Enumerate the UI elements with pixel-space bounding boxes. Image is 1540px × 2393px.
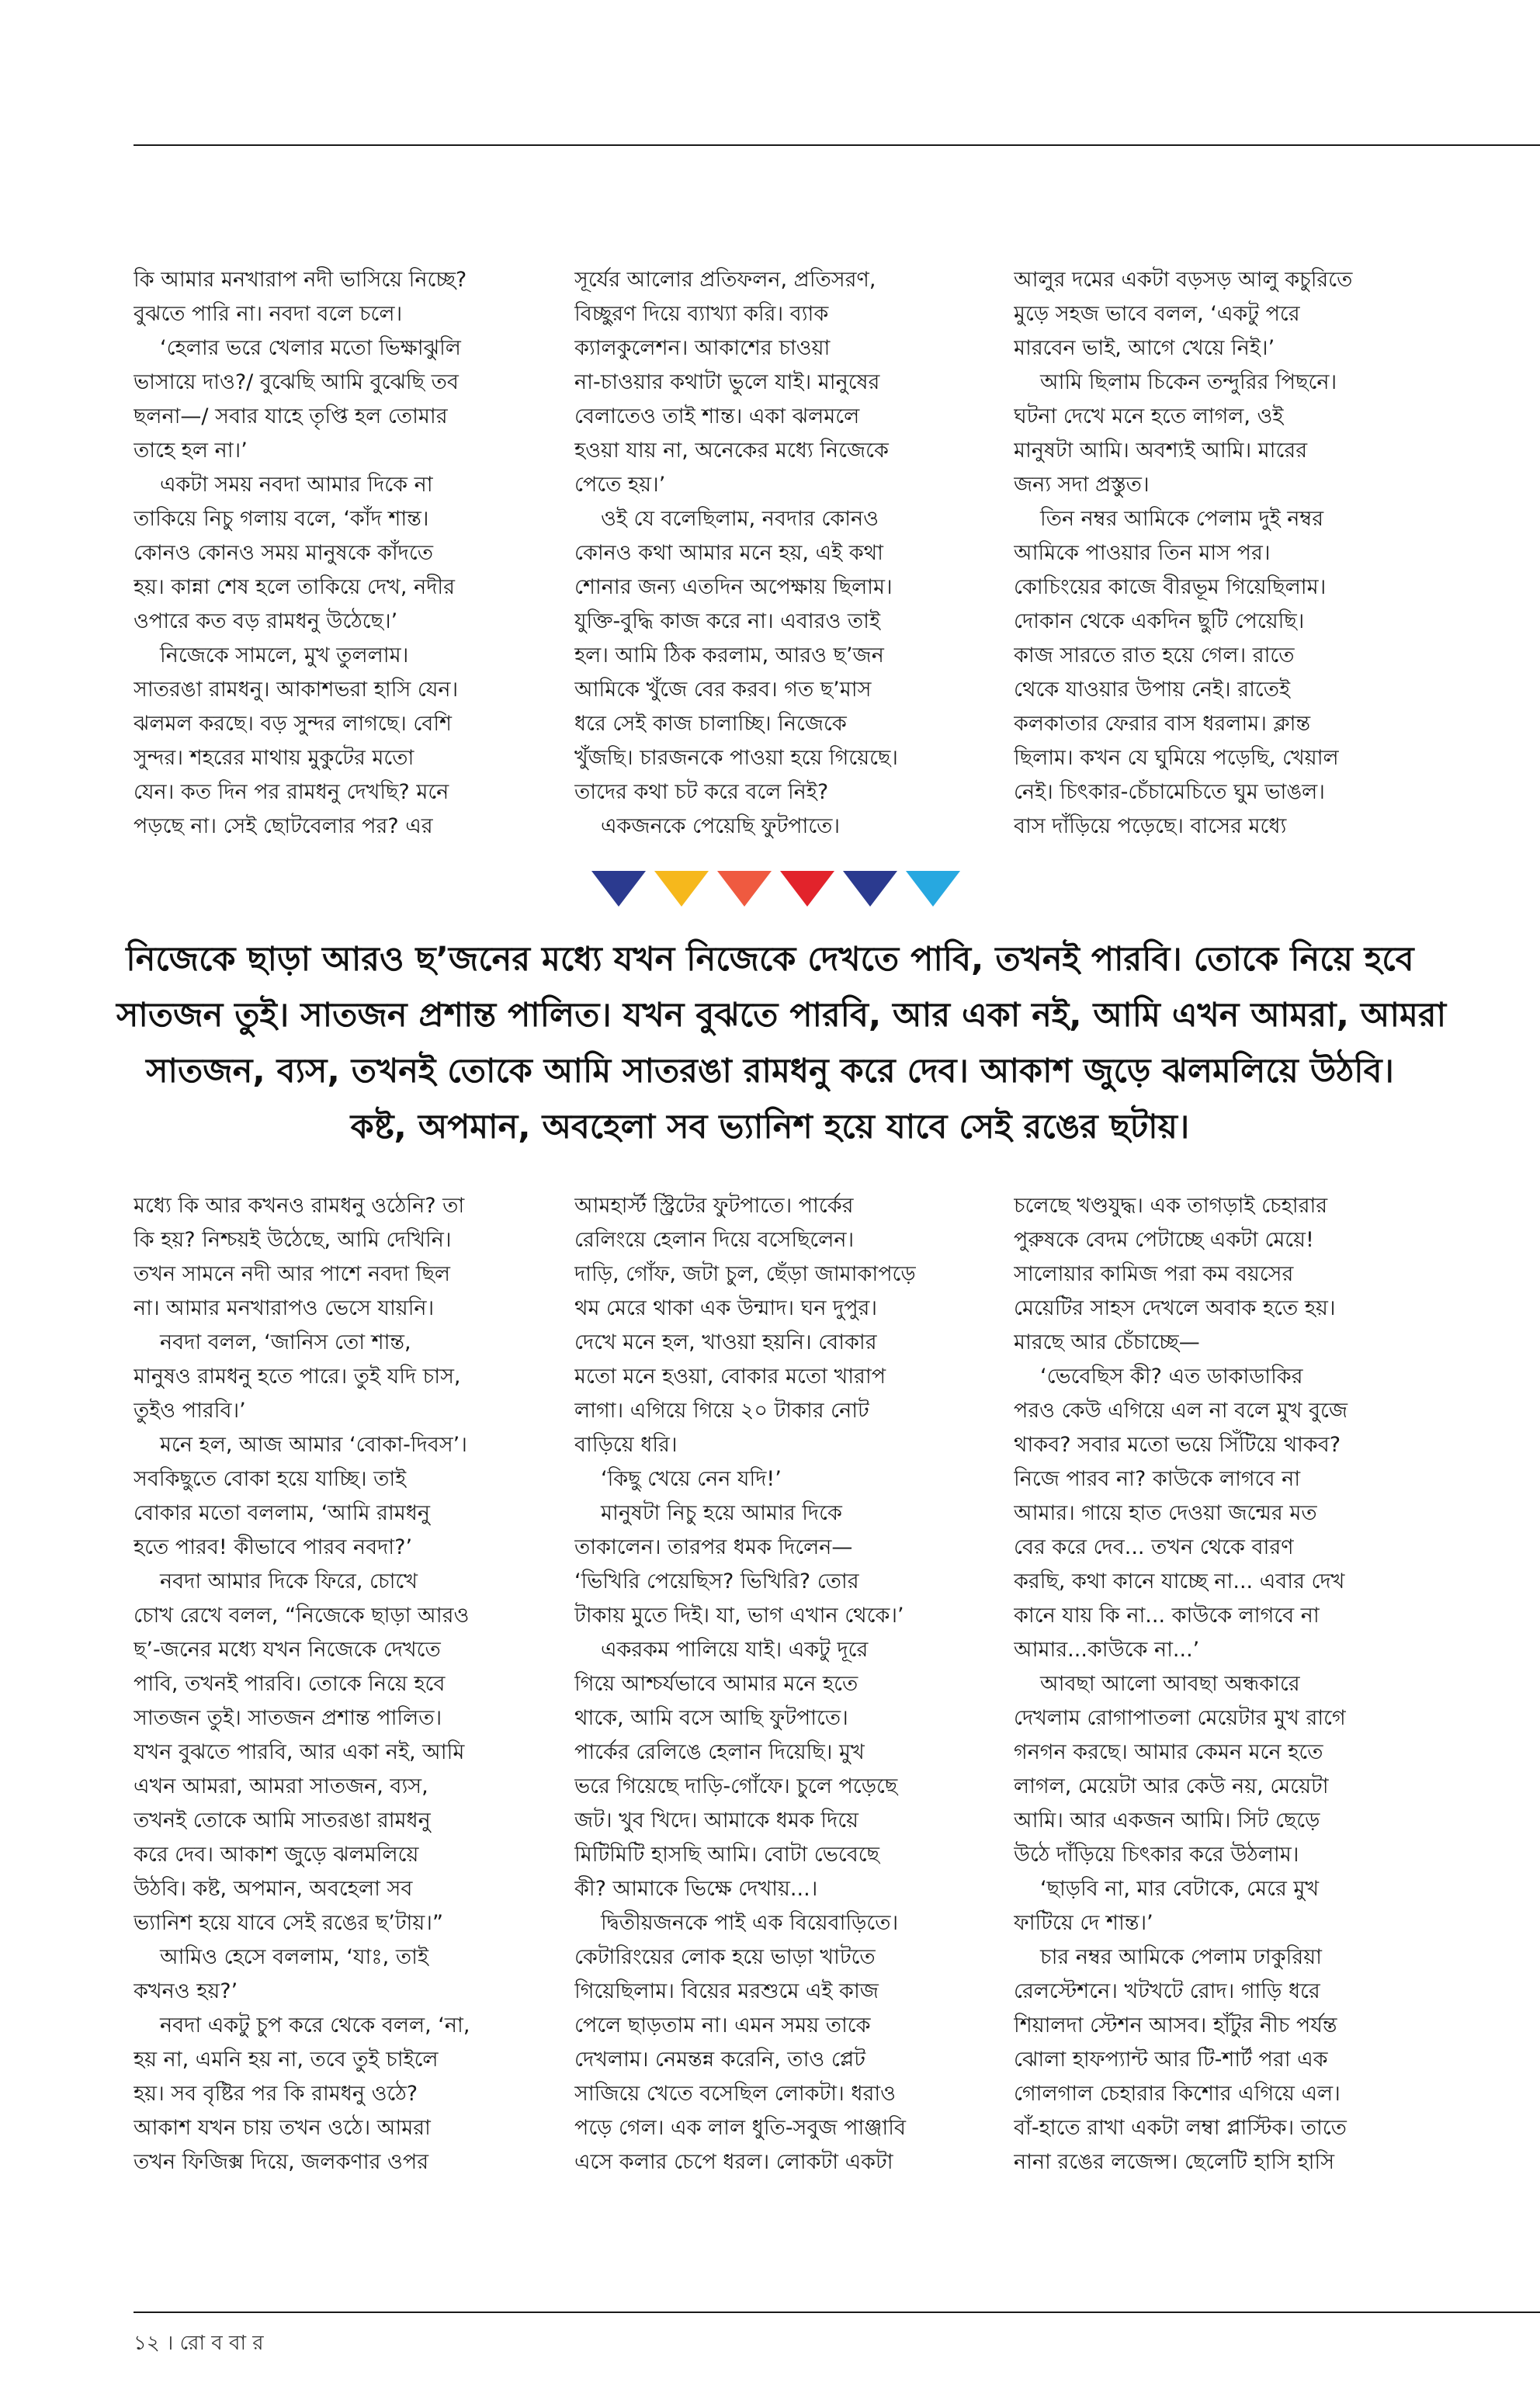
text-line: কখনও হয়?’	[134, 1979, 238, 2003]
triangle-4	[780, 871, 834, 907]
text-line: বেলাতেও তাই শান্ত। একা ঝলমলে	[574, 404, 860, 428]
text-line: ছলনা—/ সবার যাহে তৃপ্তি হল তোমার	[134, 404, 448, 428]
text-line: এখন আমরা, আমরা সাতজন, ব্যস,	[134, 1774, 428, 1798]
text-line: বাস দাঁড়িয়ে পড়েছে। বাসের মধ্যে	[1014, 814, 1287, 838]
text-line: লাগা। এগিয়ে গিয়ে ২০ টাকার নোট	[574, 1399, 869, 1423]
text-line: দেখে মনে হল, খাওয়া হয়নি। বোকার	[574, 1330, 877, 1354]
top-column-2	[574, 263, 1009, 844]
text-line: বাড়িয়ে ধরি।	[574, 1433, 678, 1457]
text-line: ভরে গিয়েছে দাড়ি-গোঁফে। চুলে পড়েছে	[574, 1774, 898, 1798]
pull-quote-line: নিজেকে ছাড়া আরও ছ’জনের মধ্যে যখন নিজেকে দেখতে পাবি, তখনই পারবি। তোকে নিয়ে হবে	[126, 940, 1414, 979]
pull-quote-line: কষ্ট, অপমান, অবহেলা সব ভ্যানিশ হয়ে যাবে সেই রঙের ছটায়।	[350, 1108, 1190, 1146]
text-line: গোলগাল চেহারার কিশোর এগিয়ে এল।	[1014, 2082, 1341, 2106]
top-rule	[134, 144, 1540, 146]
text-line: হয়। সব বৃষ্টির পর কি রামধনু ওঠে?	[134, 2082, 418, 2106]
text-line: তাদের কথা চট করে বলে নিই?	[574, 780, 829, 804]
text-line: চলেছে খণ্ডযুদ্ধ। এক তাগড়াই চেহারার	[1014, 1194, 1328, 1218]
text-line: থেকে যাওয়ার উপায় নেই। রাতেই	[1014, 678, 1291, 702]
text-line: লাগল, মেয়েটা আর কেউ নয়, মেয়েটা	[1014, 1774, 1329, 1798]
text-line: যেন। কত দিন পর রামধনু দেখছি? মনে	[134, 780, 449, 804]
triangle-6	[906, 871, 960, 907]
text-line: চার নম্বর আমিকে পেলাম ঢাকুরিয়া	[1040, 1945, 1322, 1969]
text-line: তাহে হল না।’	[134, 439, 248, 463]
text-line: একজনকে পেয়েছি ফুটপাতে।	[601, 814, 841, 838]
text-line: গিয়ে আশ্চর্যভাবে আমার মনে হতে	[574, 1672, 858, 1696]
text-line: ঘটনা দেখে মনে হতে লাগল, ওই	[1014, 404, 1284, 428]
page-number: ১২	[134, 2332, 160, 2355]
text-line: কলকাতার ফেরার বাস ধরলাম। ক্লান্ত	[1014, 712, 1311, 736]
text-line: সবকিছুতে বোকা হয়ে যাচ্ছি। তাই	[134, 1467, 407, 1491]
text-line: শোনার জন্য এতদিন অপেক্ষায় ছিলাম।	[574, 575, 893, 599]
triangle-5	[843, 871, 897, 907]
text-line: বোকার মতো বললাম, ‘আমি রামধনু	[134, 1501, 431, 1525]
text-line: রেলিংয়ে হেলান দিয়ে বসেছিলেন।	[574, 1228, 855, 1252]
text-line: উঠে দাঁড়িয়ে চিৎকার করে উঠলাম।	[1014, 1843, 1299, 1867]
text-line: সাতজন তুই। সাতজন প্রশান্ত পালিত।	[134, 1706, 442, 1730]
text-line: আমি। আর একজন আমি। সিট ছেড়ে	[1014, 1809, 1320, 1833]
text-line: ‘হেলার ভরে খেলার মতো ভিক্ষাঝুলি	[160, 336, 461, 360]
text-line: বুঝতে পারি না। নবদা বলে চলে।	[134, 302, 403, 326]
text-line: মানুষটা আমি। অবশ্যই আমি। মারের	[1014, 439, 1308, 463]
text-line: ‘কিছু খেয়ে নেন যদি!’	[601, 1467, 782, 1491]
text-line: কী? আমাকে ভিক্ষে দেখায়...।	[574, 1877, 818, 1901]
text-line: বাঁ-হাতে রাখা একটা লম্বা প্লাস্টিক। তাতে	[1014, 2116, 1347, 2140]
text-line: সাতরঙা রামধনু। আকাশভরা হাসি যেন।	[134, 678, 459, 702]
text-line: পার্কের রেলিঙে হেলান দিয়েছি। মুখ	[574, 1740, 865, 1764]
text-line: পেতে হয়।’	[574, 473, 666, 497]
text-line: নিজেকে সামলে, মুখ তুললাম।	[160, 643, 409, 668]
bottom-column-1	[134, 1189, 568, 2180]
text-line: গনগন করছে। আমার কেমন মনে হতে	[1014, 1740, 1323, 1764]
text-line: সুন্দর। শহরের মাথায় মুকুটের মতো	[134, 746, 414, 770]
bottom-column-3	[1014, 1189, 1448, 2180]
triangle-1	[591, 871, 646, 907]
text-line: আমিকে খুঁজে বের করব। গত ছ’মাস	[574, 678, 872, 702]
text-line: মারবেন ভাই, আগে খেয়ে নিই।’	[1014, 336, 1275, 360]
text-line: ছিলাম। কখন যে ঘুমিয়ে পড়েছি, খেয়াল	[1014, 746, 1339, 770]
footer-separator: ।	[166, 2332, 174, 2355]
text-line: থাকে, আমি বসে আছি ফুটপাতে।	[574, 1706, 848, 1730]
text-line: হওয়া যায় না, অনেকের মধ্যে নিজেকে	[574, 439, 889, 463]
text-line: দেখলাম রোগাপাতলা মেয়েটার মুখ রাগে	[1014, 1706, 1346, 1730]
text-line: কোনও কোনও সময় মানুষকে কাঁদতে	[134, 541, 433, 565]
text-line: মতো মনে হওয়া, বোকার মতো খারাপ	[574, 1365, 886, 1389]
text-line: কোচিংয়ের কাজে বীরভূম গিয়েছিলাম।	[1014, 575, 1327, 599]
text-line: গিয়েছিলাম। বিয়ের মরশুমে এই কাজ	[574, 1979, 879, 2003]
text-line: খুঁজছি। চারজনকে পাওয়া হয়ে গিয়েছে।	[574, 746, 898, 770]
text-line: সূর্যের আলোর প্রতিফলন, প্রতিসরণ,	[574, 268, 876, 292]
text-line: কেটারিংয়ের লোক হয়ে ভাড়া খাটতে	[574, 1945, 876, 1969]
pull-quote	[116, 931, 1447, 1155]
text-line: পেলে ছাড়তাম না। এমন সময় তাকে	[574, 2013, 871, 2038]
text-line: হয় না, এমনি হয় না, তবে তুই চাইলে	[134, 2048, 439, 2072]
text-line: ঝলমল করছে। বড় সুন্দর লাগছে। বেশি	[134, 712, 453, 736]
text-line: থাকব? সবার মতো ভয়ে সিঁটিয়ে থাকব?	[1014, 1433, 1341, 1457]
text-line: যুক্তি-বুদ্ধি কাজ করে না। এবারও তাই	[574, 609, 881, 633]
text-line: নানা রঙের লজেন্স। ছেলেটি হাসি হাসি	[1014, 2150, 1335, 2174]
text-line: তিন নম্বর আমিকে পেলাম দুই নম্বর	[1040, 507, 1324, 531]
text-line: এসে কলার চেপে ধরল। লোকটা একটা	[574, 2150, 893, 2174]
text-line: পাবি, তখনই পারবি। তোকে নিয়ে হবে	[134, 1672, 446, 1696]
text-line: আমিও হেসে বললাম, ‘যাঃ, তাই	[160, 1945, 428, 1969]
text-line: তখন ফিজিক্স দিয়ে, জলকণার ওপর	[134, 2150, 429, 2174]
text-line: নিজে পারব না? কাউকে লাগবে না	[1014, 1467, 1301, 1491]
text-line: মেয়েটির সাহস দেখলে অবাক হতে হয়।	[1014, 1296, 1336, 1320]
text-line: আমিকে পাওয়ার তিন মাস পর।	[1014, 541, 1271, 565]
bottom-column-2	[574, 1189, 1009, 2180]
text-line: মুড়ে সহজ ভাবে বলল, ‘একটু পরে	[1014, 302, 1300, 326]
text-line: আমি ছিলাম চিকেন তন্দুরির পিছনে।	[1040, 370, 1337, 394]
magazine-name: রো ব বা র	[179, 2332, 264, 2355]
text-line: জট। খুব খিদে। আমাকে ধমক দিয়ে	[574, 1809, 859, 1833]
text-line: না। আমার মনখারাপও ভেসে যায়নি।	[134, 1296, 435, 1320]
text-line: নেই। চিৎকার-চেঁচামেচিতে ঘুম ভাঙল।	[1014, 780, 1325, 804]
pull-quote-line: সাতজন তুই। সাতজন প্রশান্ত পালিত। যখন বুঝতে পারবি, আর একা নই, আমি এখন আমরা, আমরা	[116, 996, 1447, 1035]
bottom-rule	[134, 2311, 1540, 2313]
text-line: ক্যালকুলেশন। আকাশের চাওয়া	[574, 336, 831, 360]
text-line: করছি, কথা কানে যাচ্ছে না... এবার দেখ	[1014, 1569, 1345, 1594]
text-line: একটা সময় নবদা আমার দিকে না	[160, 473, 433, 497]
text-line: নবদা আমার দিকে ফিরে, চোখে	[160, 1569, 418, 1594]
text-line: ঝোলা হাফপ্যান্ট আর টি-শার্ট পরা এক	[1014, 2048, 1328, 2072]
text-line: আলুর দমের একটা বড়সড় আলু কচুরিতে	[1014, 268, 1353, 292]
text-line: তখন সামনে নদী আর পাশে নবদা ছিল	[134, 1262, 450, 1286]
text-line: আমার...কাউকে না...’	[1014, 1638, 1200, 1662]
text-line: ‘ভিখিরি পেয়েছিস? ভিখিরি? তোর	[574, 1569, 859, 1594]
text-line: আমহার্স্ট স্ট্রিটের ফুটপাতে। পার্কের	[574, 1194, 854, 1218]
text-line: করে দেব। আকাশ জুড়ে ঝলমলিয়ে	[134, 1843, 419, 1867]
text-line: জন্য সদা প্রস্তুত।	[1014, 473, 1150, 497]
decorative-triangle-row	[591, 871, 960, 908]
text-line: বিচ্ছুরণ দিয়ে ব্যাখ্যা করি। ব্যাক	[574, 302, 829, 326]
text-line: মারছে আর চেঁচাচ্ছে—	[1014, 1330, 1200, 1354]
text-line: হয়। কান্না শেষ হলে তাকিয়ে দেখ, নদীর	[134, 575, 455, 599]
text-line: মনে হল, আজ আমার ‘বোকা-দিবস’।	[160, 1433, 467, 1457]
text-line: রেলস্টেশনে। খটখটে রোদ। গাড়ি ধরে	[1014, 1979, 1320, 2003]
text-line: তুইও পারবি।’	[134, 1399, 246, 1423]
text-line: টাকায় মুতে দিই। যা, ভাগ এখান থেকে।’	[574, 1604, 904, 1628]
text-line: দোকান থেকে একদিন ছুটি পেয়েছি।	[1014, 609, 1305, 633]
text-line: পরও কেউ এগিয়ে এল না বলে মুখ বুজে	[1014, 1399, 1348, 1423]
text-line: তখনই তোকে আমি সাতরঙা রামধনু	[134, 1809, 431, 1833]
text-line: আবছা আলো আবছা অন্ধকারে	[1040, 1672, 1300, 1696]
text-line: বের করে দেব... তখন থেকে বারণ	[1014, 1535, 1294, 1559]
triangle-ornament	[591, 871, 960, 908]
text-line: আমার। গায়ে হাত দেওয়া জন্মের মত	[1014, 1501, 1317, 1525]
top-column-1	[134, 263, 568, 844]
text-line: ভাসায়ে দাও?/ বুঝেছি আমি বুঝেছি তব	[134, 370, 459, 394]
text-line: পড়ছে না। সেই ছোটবেলার পর? এর	[134, 814, 433, 838]
text-line: ভ্যানিশ হয়ে যাবে সেই রঙের ছ’টায়।”	[134, 1911, 443, 1935]
text-line: দাড়ি, গোঁফ, জটা চুল, ছেঁড়া জামাকাপড়ে	[574, 1262, 916, 1286]
text-line: তাকালেন। তারপর ধমক দিলেন—	[574, 1535, 853, 1559]
pull-quote-line: সাতজন, ব্যস, তখনই তোকে আমি সাতরঙা রামধনু করে দেব। আকাশ জুড়ে ঝলমলিয়ে উঠবি।	[146, 1052, 1394, 1091]
text-line: মধ্যে কি আর কখনও রামধনু ওঠেনি? তা	[134, 1194, 465, 1218]
text-line: কি আমার মনখারাপ নদী ভাসিয়ে নিচ্ছে?	[134, 268, 467, 292]
text-line: দেখলাম। নেমন্তন্ন করেনি, তাও প্লেট	[574, 2048, 865, 2072]
text-line: আকাশ যখন চায় তখন ওঠে। আমরা	[134, 2116, 431, 2140]
text-line: মিটিমিটি হাসছি আমি। বোটা ভেবেছে	[574, 1843, 879, 1867]
text-line: থম মেরে থাকা এক উন্মাদ। ঘন দুপুর।	[574, 1296, 878, 1320]
text-line: ফাটিয়ে দে শান্ত।’	[1014, 1911, 1153, 1935]
triangle-2	[654, 871, 709, 907]
text-line: ‘ছাড়বি না, মার বেটাকে, মেরে মুখ	[1040, 1877, 1320, 1901]
text-line: সালোয়ার কামিজ পরা কম বয়সের	[1014, 1262, 1294, 1286]
triangle-3	[717, 871, 772, 907]
text-line: কি হয়? নিশ্চয়ই উঠেছে, আমি দেখিনি।	[134, 1228, 452, 1252]
text-line: হতে পারব! কীভাবে পারব নবদা?’	[134, 1535, 413, 1559]
text-line: ‘ভেবেছিস কী? এত ডাকাডাকির	[1040, 1365, 1303, 1389]
text-line: নবদা বলল, ‘জানিস তো শান্ত,	[160, 1330, 411, 1354]
text-line: শিয়ালদা স্টেশন আসব। হাঁটুর নীচ পর্যন্ত	[1014, 2013, 1337, 2038]
text-line: যখন বুঝতে পারবি, আর একা নই, আমি	[134, 1740, 465, 1764]
text-line: মানুষটা নিচু হয়ে আমার দিকে	[601, 1501, 842, 1525]
text-line: দ্বিতীয়জনকে পাই এক বিয়েবাড়িতে।	[601, 1911, 899, 1935]
text-line: কোনও কথা আমার মনে হয়, এই কথা	[574, 541, 883, 565]
text-line: ধরে সেই কাজ চালাচ্ছি। নিজেকে	[574, 712, 847, 736]
text-line: না-চাওয়ার কথাটা ভুলে যাই। মানুষের	[574, 370, 880, 394]
text-line: কানে যায় কি না... কাউকে লাগবে না	[1014, 1604, 1320, 1628]
text-line: ছ’-জনের মধ্যে যখন নিজেকে দেখতে	[134, 1638, 441, 1662]
text-line: তাকিয়ে নিচু গলায় বলে, ‘কাঁদ শান্ত।	[134, 507, 429, 531]
text-line: ওপারে কত বড় রামধনু উঠেছে।’	[134, 609, 398, 633]
text-line: মানুষও রামধনু হতে পারে। তুই যদি চাস,	[134, 1365, 461, 1389]
text-line: ওই যে বলেছিলাম, নবদার কোনও	[601, 507, 879, 531]
text-line: হল। আমি ঠিক করলাম, আরও ছ’জন	[574, 643, 884, 668]
text-line: পুরুষকে বেদম পেটাচ্ছে একটা মেয়ে!	[1014, 1228, 1314, 1252]
top-column-3	[1014, 263, 1448, 844]
text-line: চোখ রেখে বলল, “নিজেকে ছাড়া আরও	[134, 1604, 470, 1628]
text-line: উঠবি। কষ্ট, অপমান, অবহেলা সব	[134, 1877, 413, 1901]
page-footer	[134, 2327, 264, 2361]
text-line: কাজ সারতে রাত হয়ে গেল। রাতে	[1014, 643, 1295, 668]
text-line: নবদা একটু চুপ করে থেকে বলল, ‘না,	[160, 2013, 470, 2038]
text-line: সাজিয়ে খেতে বসেছিল লোকটা। ধরাও	[574, 2082, 897, 2106]
text-line: পড়ে গেল। এক লাল ধুতি-সবুজ পাঞ্জাবি	[574, 2116, 906, 2140]
text-line: একরকম পালিয়ে যাই। একটু দূরে	[601, 1638, 869, 1662]
